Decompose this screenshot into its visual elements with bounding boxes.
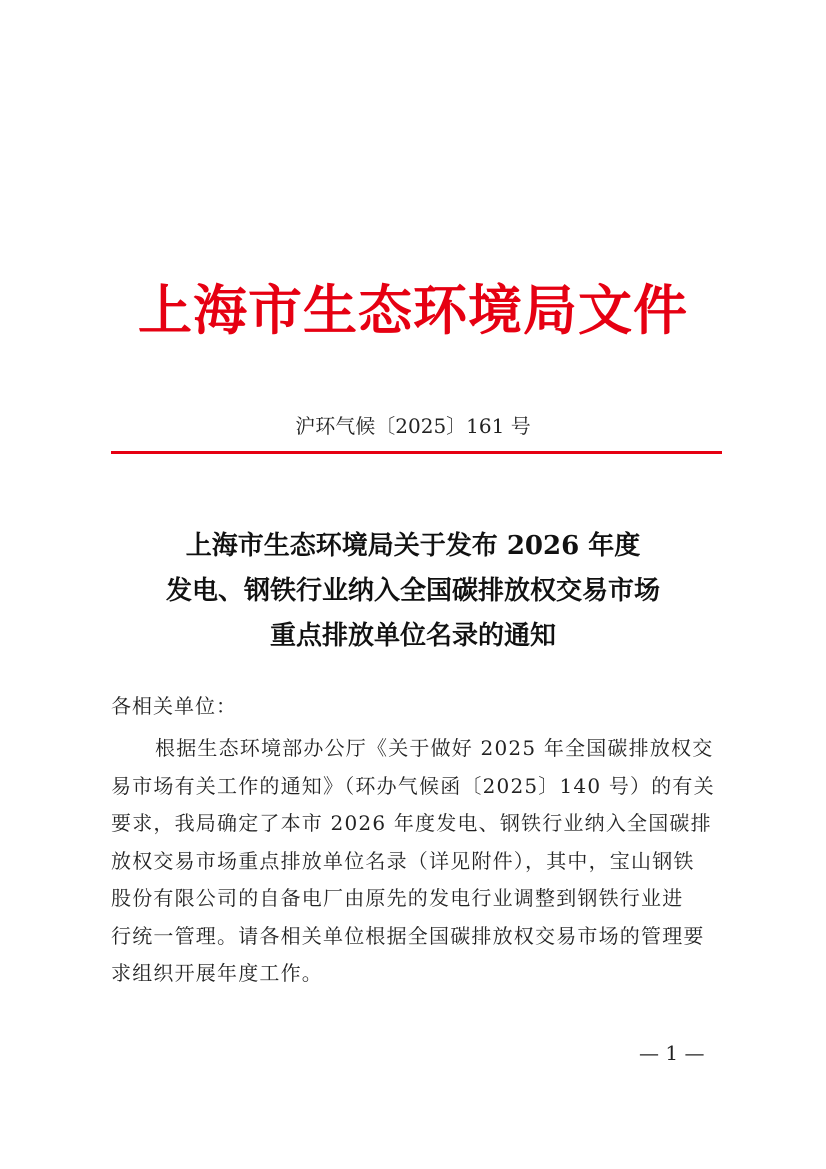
red-separator-rule [111, 451, 722, 454]
document-number: 沪环气候〔2025〕161 号 [295, 414, 531, 438]
body-line-3: 要求，我局确定了本市 2026 年度发电、钢铁行业纳入全国碳排 [111, 811, 712, 835]
body-line-2: 易市场有关工作的通知》（环办气候函〔2025〕140 号）的有关 [111, 773, 715, 798]
body-line-6: 行统一管理。请各相关单位根据全国碳排放权交易市场的管理要 [111, 923, 705, 948]
issuing-authority-masthead: 上海市生态环境局文件 [138, 278, 688, 342]
body-line-5: 股份有限公司的自备电厂由原先的发电行业调整到钢铁行业进 [111, 886, 684, 910]
body-line-7: 求组织开展年度工作。 [111, 961, 323, 985]
body-line-1: 根据生态环境部办公厅《关于做好 2025 年全国碳排放权交 [155, 736, 714, 760]
page-number: — 1 — [639, 1041, 705, 1065]
body-paragraph [111, 730, 722, 993]
document-title [0, 524, 826, 659]
title-line-2: 发电、钢铁行业纳入全国碳排放权交易市场 [165, 576, 660, 606]
title-line-1: 上海市生态环境局关于发布 2026 年度 [185, 531, 641, 561]
salutation: 各相关单位： [111, 694, 237, 718]
title-line-3: 重点排放单位名录的通知 [269, 621, 556, 651]
body-line-4: 放权交易市场重点排放单位名录（详见附件），其中，宝山钢铁 [111, 848, 695, 873]
